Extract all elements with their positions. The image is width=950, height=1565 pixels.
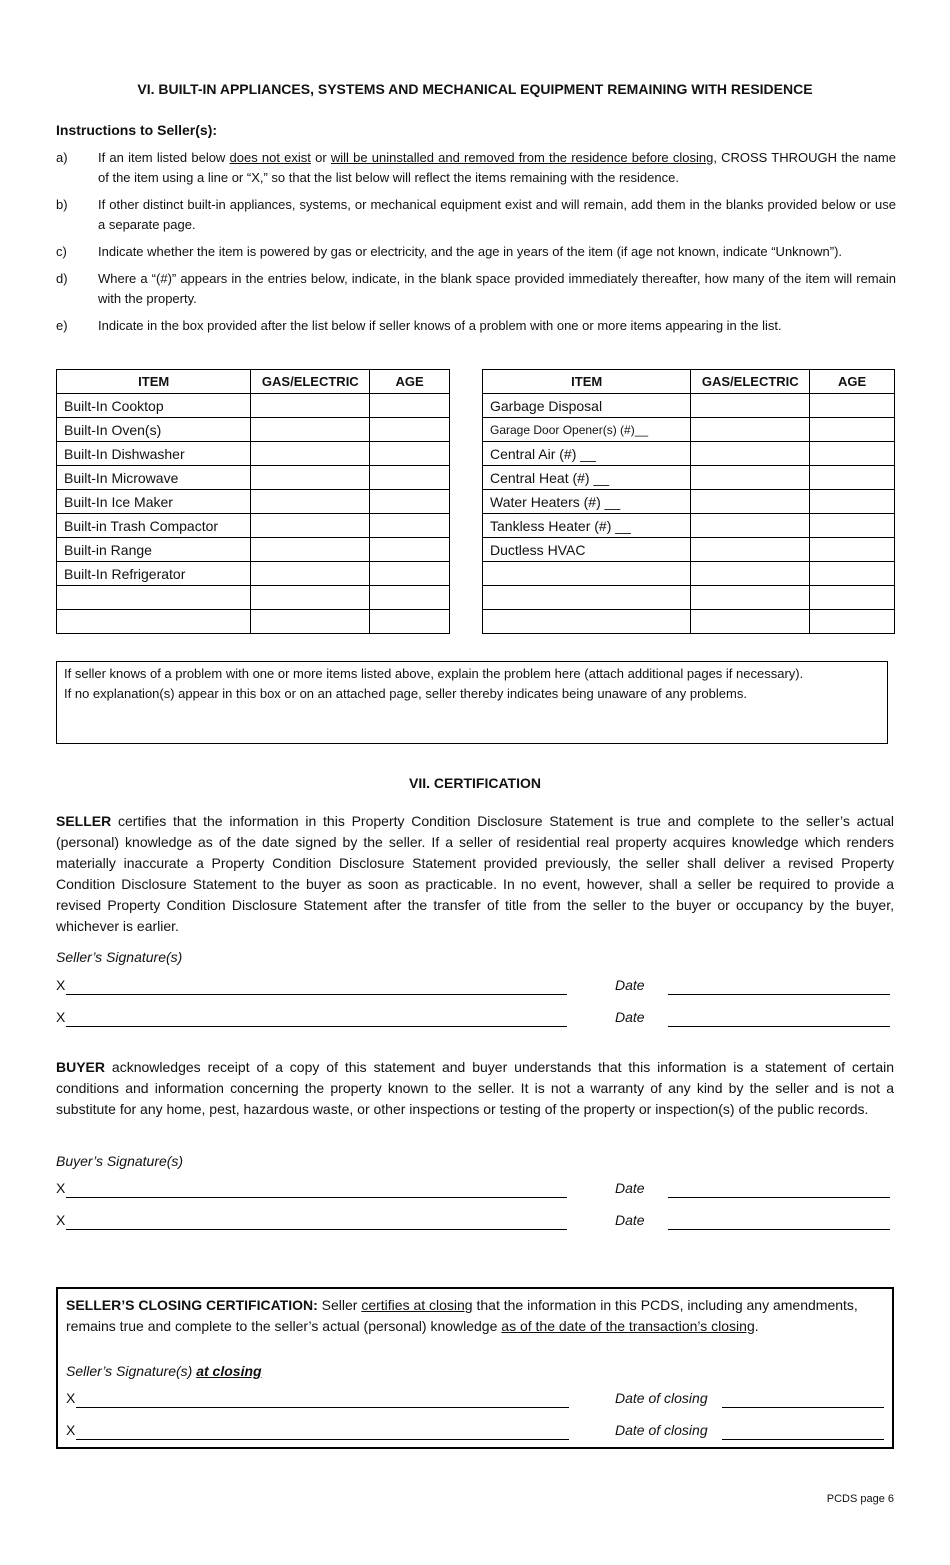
appliance-name-cell[interactable]: Built-in Range bbox=[57, 538, 251, 562]
age-cell[interactable] bbox=[370, 418, 450, 442]
signature-x-mark: X bbox=[66, 1422, 76, 1438]
appliance-row bbox=[57, 466, 450, 490]
age-cell[interactable] bbox=[370, 586, 450, 610]
closing-text-underlined: as of the date of the transaction’s closing bbox=[501, 1318, 755, 1334]
gas-electric-cell[interactable] bbox=[251, 586, 370, 610]
appliance-name-cell[interactable]: Tankless Heater (#) __ bbox=[483, 514, 691, 538]
instruction-text bbox=[98, 242, 896, 262]
date-of-closing-label: Date of closing bbox=[615, 1390, 708, 1406]
appliance-name-cell[interactable]: Central Air (#) __ bbox=[483, 442, 691, 466]
appliance-row bbox=[57, 610, 450, 634]
instruction-text-part: Where a “(#)” appears in the entries below, indicate, in the blank space provided immediately thereafter, how many of the item will remain with the property. bbox=[98, 271, 896, 306]
gas-electric-cell[interactable] bbox=[691, 562, 810, 586]
gas-electric-cell[interactable] bbox=[691, 610, 810, 634]
instruction-text bbox=[98, 148, 896, 188]
instruction-text-part: If other distinct built-in appliances, systems, or mechanical equipment exist and will remain, add them in the blanks provided below or use a separate page. bbox=[98, 197, 896, 232]
instruction-text bbox=[98, 195, 896, 235]
closing-certification-label: SELLER’S CLOSING CERTIFICATION: bbox=[66, 1297, 318, 1313]
appliance-row bbox=[483, 538, 895, 562]
appliance-name-cell[interactable]: Built-In Oven(s) bbox=[57, 418, 251, 442]
appliance-row bbox=[57, 394, 450, 418]
gas-electric-cell[interactable] bbox=[251, 514, 370, 538]
instruction-text-underlined: will be uninstalled and removed from the residence before closing bbox=[330, 150, 714, 165]
appliance-name-cell[interactable]: Built-In Cooktop bbox=[57, 394, 251, 418]
age-cell[interactable] bbox=[810, 394, 895, 418]
closing-certification-box bbox=[56, 1287, 894, 1449]
instruction-text-part: or bbox=[310, 150, 331, 165]
instruction-text-underlined: does not exist bbox=[229, 150, 311, 165]
age-cell[interactable] bbox=[370, 394, 450, 418]
closing-signature-label-text: Seller’s Signature(s) bbox=[66, 1363, 197, 1379]
instruction-item bbox=[56, 269, 896, 309]
appliance-name-cell[interactable]: Built-In Dishwasher bbox=[57, 442, 251, 466]
closing-signature-label bbox=[66, 1363, 262, 1379]
signature-x-mark: X bbox=[56, 1180, 66, 1196]
age-cell[interactable] bbox=[370, 466, 450, 490]
age-cell[interactable] bbox=[370, 562, 450, 586]
gas-electric-cell[interactable] bbox=[691, 514, 810, 538]
closing-signature-line-1[interactable] bbox=[76, 1407, 569, 1408]
age-cell[interactable] bbox=[810, 586, 895, 610]
gas-electric-cell[interactable] bbox=[691, 538, 810, 562]
problem-explanation-box[interactable] bbox=[56, 661, 888, 744]
gas-electric-cell[interactable] bbox=[691, 442, 810, 466]
instruction-text bbox=[98, 316, 896, 336]
age-cell[interactable] bbox=[810, 610, 895, 634]
instruction-letter: b) bbox=[56, 197, 68, 212]
instruction-text-part: Indicate whether the item is powered by gas or electricity, and the age in years of the item (if age not known, indicate “Unknown”). bbox=[98, 244, 843, 259]
buyer-acknowledgment-text: acknowledges receipt of a copy of this statement and buyer understands that this information is a statement of certain conditions and information concerning the property known to the seller. It is not a warranty of any kind by the seller and is not a substitute for any home, pest, hazardous waste, or other inspections or testing of the property or inspection(s) of the public records. bbox=[56, 1059, 894, 1117]
at-closing-emphasis: at closing bbox=[196, 1363, 262, 1379]
seller-certification-text: certifies that the information in this Property Condition Disclosure Statement is true and complete to the seller’s actual (personal) knowledge as of the date signed by the seller. If a seller of residential real property acquires knowledge which renders materially inaccurate a Property Condition Disclosure Statement provided previously, the seller shall deliver a revised Property Condition Disclosure Statement to the buyer as soon as practicable. In no event, however, shall a seller be required to provide a revised Property Condition Disclosure Statement after the transfer of title from the seller to the buyer or occupancy by the buyer, whichever is earlier. bbox=[56, 813, 894, 934]
age-cell[interactable] bbox=[370, 514, 450, 538]
age-cell[interactable] bbox=[810, 442, 895, 466]
buyer-signature-label: Buyer’s Signature(s) bbox=[56, 1153, 184, 1169]
closing-text-underlined: certifies at closing bbox=[361, 1297, 473, 1313]
age-cell[interactable] bbox=[810, 514, 895, 538]
signature-x-mark: X bbox=[56, 1009, 66, 1025]
gas-electric-cell[interactable] bbox=[251, 562, 370, 586]
appliance-table-left bbox=[56, 369, 450, 634]
appliance-row bbox=[57, 538, 450, 562]
gas-electric-cell[interactable] bbox=[251, 466, 370, 490]
appliance-name-cell[interactable]: Ductless HVAC bbox=[483, 538, 691, 562]
date-label: Date bbox=[615, 1212, 645, 1228]
appliance-row bbox=[57, 586, 450, 610]
appliance-name-cell[interactable]: Water Heaters (#) __ bbox=[483, 490, 691, 514]
appliance-row bbox=[483, 442, 895, 466]
age-cell[interactable] bbox=[370, 610, 450, 634]
instruction-letter: a) bbox=[56, 150, 68, 165]
appliance-row bbox=[483, 562, 895, 586]
age-column-header: AGE bbox=[370, 370, 450, 394]
appliance-row bbox=[483, 586, 895, 610]
gas-electric-cell[interactable] bbox=[691, 394, 810, 418]
closing-text-part: Seller bbox=[317, 1297, 362, 1313]
instruction-item bbox=[56, 316, 896, 336]
gas-electric-cell[interactable] bbox=[691, 418, 810, 442]
appliance-name-cell[interactable]: Central Heat (#) __ bbox=[483, 466, 691, 490]
instruction-letter: d) bbox=[56, 271, 68, 286]
buyer-acknowledgment-paragraph bbox=[56, 1057, 894, 1120]
signature-x-mark: X bbox=[56, 1212, 66, 1228]
closing-date-line-1[interactable] bbox=[722, 1407, 884, 1408]
date-of-closing-label: Date of closing bbox=[615, 1422, 708, 1438]
instruction-item bbox=[56, 242, 896, 262]
buyer-signature-line-1[interactable] bbox=[66, 1197, 567, 1198]
appliance-table-right bbox=[482, 369, 895, 634]
instruction-item bbox=[56, 148, 896, 188]
appliance-name-cell[interactable] bbox=[57, 586, 251, 610]
closing-text-part: that the information in this PCDS, including any amendments, remains true and complete to the seller’s actual (personal) knowledge bbox=[66, 1297, 858, 1334]
appliance-row bbox=[57, 514, 450, 538]
item-column-header: ITEM bbox=[57, 370, 251, 394]
appliance-row bbox=[483, 466, 895, 490]
date-label: Date bbox=[615, 1180, 645, 1196]
appliance-name-cell[interactable] bbox=[483, 586, 691, 610]
seller-signature-line-1[interactable] bbox=[66, 994, 567, 995]
appliance-row bbox=[57, 490, 450, 514]
instruction-letter: e) bbox=[56, 318, 68, 333]
appliance-row bbox=[483, 490, 895, 514]
gas-electric-cell[interactable] bbox=[251, 490, 370, 514]
problem-box-instruction-1: If seller knows of a problem with one or more items listed above, explain the problem here (attach additional pages if necessary). bbox=[64, 666, 804, 681]
age-cell[interactable] bbox=[810, 466, 895, 490]
seller-date-line-2[interactable] bbox=[668, 1026, 890, 1027]
gas-electric-column-header: GAS/ELECTRIC bbox=[251, 370, 370, 394]
section-7-title: VII. CERTIFICATION bbox=[409, 775, 541, 791]
date-label: Date bbox=[615, 1009, 645, 1025]
instruction-letter: c) bbox=[56, 244, 67, 259]
gas-electric-cell[interactable] bbox=[251, 418, 370, 442]
seller-signature-label: Seller’s Signature(s) bbox=[56, 949, 183, 965]
gas-electric-cell[interactable] bbox=[251, 442, 370, 466]
seller-date-line-1[interactable] bbox=[668, 994, 890, 995]
page-footer: PCDS page 6 bbox=[826, 1493, 894, 1505]
date-label: Date bbox=[615, 977, 645, 993]
seller-label: SELLER bbox=[56, 813, 112, 829]
age-cell[interactable] bbox=[810, 490, 895, 514]
appliance-row bbox=[57, 418, 450, 442]
gas-electric-cell[interactable] bbox=[691, 466, 810, 490]
closing-signature-line-2[interactable] bbox=[76, 1439, 569, 1440]
gas-electric-column-header: GAS/ELECTRIC bbox=[691, 370, 810, 394]
appliance-name-cell[interactable] bbox=[483, 562, 691, 586]
signature-x-mark: X bbox=[66, 1390, 76, 1406]
age-cell[interactable] bbox=[370, 490, 450, 514]
gas-electric-cell[interactable] bbox=[251, 394, 370, 418]
buyer-label: BUYER bbox=[56, 1059, 106, 1075]
instructions-heading: Instructions to Seller(s): bbox=[56, 122, 218, 138]
gas-electric-cell[interactable] bbox=[251, 610, 370, 634]
closing-certification-text bbox=[66, 1295, 886, 1337]
instruction-text-part: If an item listed below bbox=[98, 150, 230, 165]
closing-text-part: . bbox=[754, 1318, 759, 1334]
appliance-row bbox=[57, 442, 450, 466]
appliance-row bbox=[483, 418, 895, 442]
age-cell[interactable] bbox=[810, 538, 895, 562]
instruction-text-part: , CROSS THROUGH the name of the item using a line or “X,” so that the list below will reflect the items remaining with the residence. bbox=[98, 150, 896, 185]
appliance-name-cell[interactable] bbox=[57, 610, 251, 634]
age-cell[interactable] bbox=[370, 538, 450, 562]
section-6-title: VI. BUILT-IN APPLIANCES, SYSTEMS AND MECHANICAL EQUIPMENT REMAINING WITH RESIDENCE bbox=[137, 81, 813, 97]
appliance-row bbox=[483, 514, 895, 538]
age-cell[interactable] bbox=[810, 562, 895, 586]
appliance-name-cell[interactable]: Garbage Disposal bbox=[483, 394, 691, 418]
instruction-item bbox=[56, 195, 896, 235]
buyer-date-line-1[interactable] bbox=[668, 1197, 890, 1198]
seller-signature-line-2[interactable] bbox=[66, 1026, 567, 1027]
instruction-text-part: Indicate in the box provided after the list below if seller knows of a problem with one or more items appearing in the list. bbox=[98, 318, 782, 333]
buyer-date-line-2[interactable] bbox=[668, 1229, 890, 1230]
signature-x-mark: X bbox=[56, 977, 66, 993]
problem-box-instruction-2: If no explanation(s) appear in this box or on an attached page, seller thereby indicates being unaware of any problems. bbox=[64, 686, 747, 701]
appliance-row bbox=[483, 610, 895, 634]
appliance-row bbox=[483, 394, 895, 418]
appliance-name-cell[interactable]: Built-In Ice Maker bbox=[57, 490, 251, 514]
appliance-name-cell[interactable] bbox=[483, 610, 691, 634]
appliance-row bbox=[57, 562, 450, 586]
gas-electric-cell[interactable] bbox=[691, 490, 810, 514]
instructions-list bbox=[56, 148, 896, 343]
gas-electric-cell[interactable] bbox=[691, 586, 810, 610]
buyer-signature-line-2[interactable] bbox=[66, 1229, 567, 1230]
age-cell[interactable] bbox=[810, 418, 895, 442]
age-cell[interactable] bbox=[370, 442, 450, 466]
appliance-name-cell[interactable]: Garage Door Opener(s) (#)__ bbox=[483, 418, 691, 442]
appliance-name-cell[interactable]: Built-in Trash Compactor bbox=[57, 514, 251, 538]
appliance-name-cell[interactable]: Built-In Refrigerator bbox=[57, 562, 251, 586]
seller-certification-paragraph bbox=[56, 811, 894, 937]
age-column-header: AGE bbox=[810, 370, 895, 394]
closing-date-line-2[interactable] bbox=[722, 1439, 884, 1440]
appliance-name-cell[interactable]: Built-In Microwave bbox=[57, 466, 251, 490]
instruction-text bbox=[98, 269, 896, 309]
gas-electric-cell[interactable] bbox=[251, 538, 370, 562]
item-column-header: ITEM bbox=[483, 370, 691, 394]
